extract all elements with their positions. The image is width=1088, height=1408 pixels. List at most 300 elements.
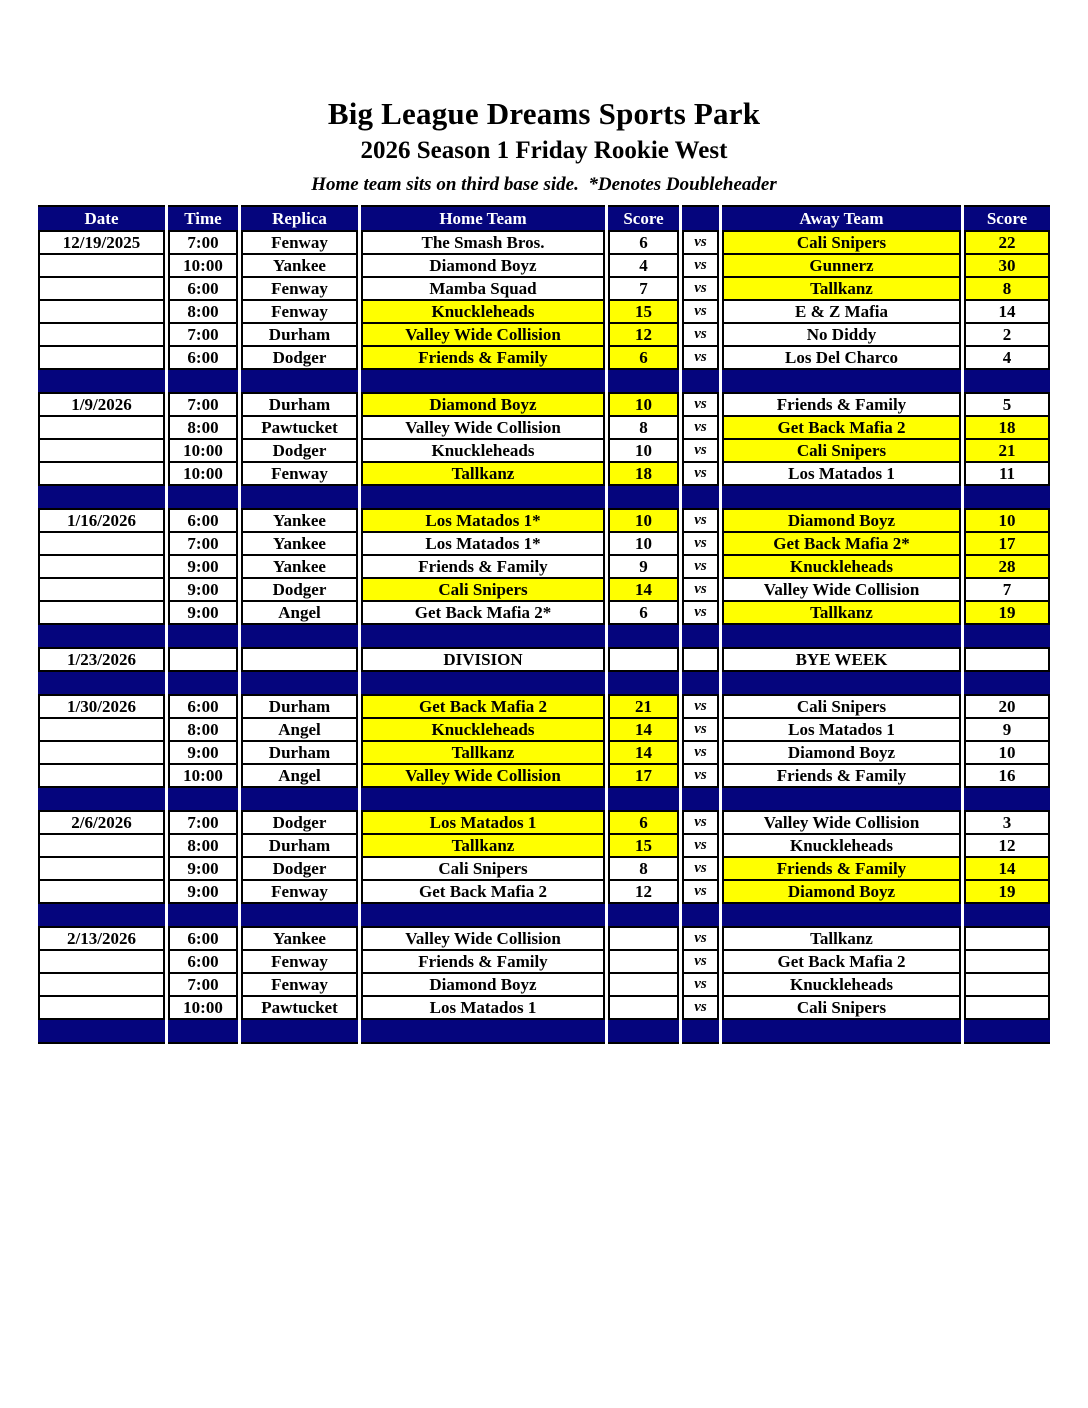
away-team-cell: Knuckleheads (722, 835, 961, 858)
home-team-cell: Diamond Boyz (361, 392, 605, 417)
away-score-cell: 16 (964, 765, 1050, 788)
home-team-cell: Mamba Squad (361, 278, 605, 301)
away-team-cell: Tallkanz (722, 926, 961, 951)
home-score-cell: 10 (608, 440, 679, 463)
date-cell (38, 602, 165, 625)
game-row (38, 440, 1050, 463)
away-score-cell: 14 (964, 301, 1050, 324)
vs-cell: vs (682, 742, 719, 765)
date-cell (38, 301, 165, 324)
away-team-cell: Los Matados 1 (722, 719, 961, 742)
replica-cell: Durham (241, 742, 358, 765)
replica-cell: Fenway (241, 974, 358, 997)
replica-cell: Dodger (241, 347, 358, 370)
game-row (38, 463, 1050, 486)
schedule-table (35, 205, 1053, 1044)
replica-cell: Yankee (241, 508, 358, 533)
vs-cell: vs (682, 719, 719, 742)
game-row (38, 765, 1050, 788)
game-row (38, 533, 1050, 556)
away-team-cell: Valley Wide Collision (722, 579, 961, 602)
separator-cell (361, 1020, 605, 1044)
home-score-cell: 18 (608, 463, 679, 486)
away-team-cell: Los Matados 1 (722, 463, 961, 486)
away-score-cell (964, 997, 1050, 1020)
vs-cell: vs (682, 392, 719, 417)
away-team-cell: Cali Snipers (722, 230, 961, 255)
column-header-time: Time (168, 205, 238, 230)
away-team-cell: Tallkanz (722, 278, 961, 301)
away-team-cell: No Diddy (722, 324, 961, 347)
replica-cell: Angel (241, 719, 358, 742)
game-row (38, 719, 1050, 742)
time-cell: 10:00 (168, 765, 238, 788)
separator-cell (168, 370, 238, 392)
game-row (38, 347, 1050, 370)
home-score-cell (608, 647, 679, 672)
date-cell: 1/16/2026 (38, 508, 165, 533)
vs-cell: vs (682, 324, 719, 347)
game-row (38, 556, 1050, 579)
date-cell (38, 463, 165, 486)
separator-cell (241, 788, 358, 810)
away-score-cell (964, 951, 1050, 974)
separator-cell (361, 788, 605, 810)
away-score-cell: 4 (964, 347, 1050, 370)
away-score-cell: 30 (964, 255, 1050, 278)
column-header-replica: Replica (241, 205, 358, 230)
date-cell (38, 556, 165, 579)
column-header-away-score: Score (964, 205, 1050, 230)
replica-cell: Pawtucket (241, 417, 358, 440)
separator-cell (38, 370, 165, 392)
date-cell: 2/13/2026 (38, 926, 165, 951)
time-cell: 8:00 (168, 417, 238, 440)
separator-cell (964, 904, 1050, 926)
away-team-cell: Cali Snipers (722, 694, 961, 719)
vs-cell: vs (682, 694, 719, 719)
game-row (38, 392, 1050, 417)
game-row (38, 255, 1050, 278)
time-cell: 9:00 (168, 602, 238, 625)
separator-cell (964, 370, 1050, 392)
away-score-cell: 17 (964, 533, 1050, 556)
vs-cell: vs (682, 602, 719, 625)
separator-cell (361, 370, 605, 392)
game-row (38, 810, 1050, 835)
vs-cell: vs (682, 508, 719, 533)
home-team-cell: Los Matados 1* (361, 508, 605, 533)
separator-cell (964, 1020, 1050, 1044)
away-team-cell: Get Back Mafia 2* (722, 533, 961, 556)
game-row (38, 301, 1050, 324)
time-cell: 7:00 (168, 324, 238, 347)
time-cell: 9:00 (168, 556, 238, 579)
away-score-cell: 9 (964, 719, 1050, 742)
separator-cell (168, 904, 238, 926)
home-team-cell: Get Back Mafia 2 (361, 694, 605, 719)
game-row (38, 881, 1050, 904)
time-cell: 10:00 (168, 463, 238, 486)
game-row (38, 926, 1050, 951)
home-score-cell: 15 (608, 835, 679, 858)
page-subtitle: 2026 Season 1 Friday Rookie West (360, 137, 728, 164)
date-cell: 2/6/2026 (38, 810, 165, 835)
home-score-cell: 6 (608, 810, 679, 835)
vs-cell: vs (682, 858, 719, 881)
away-team-cell: Friends & Family (722, 392, 961, 417)
game-row (38, 278, 1050, 301)
separator-row (38, 904, 1050, 926)
separator-cell (361, 672, 605, 694)
time-cell: 7:00 (168, 392, 238, 417)
vs-cell: vs (682, 997, 719, 1020)
home-score-cell: 4 (608, 255, 679, 278)
away-team-cell: Diamond Boyz (722, 881, 961, 904)
separator-row (38, 486, 1050, 508)
date-cell (38, 997, 165, 1020)
column-header-date: Date (38, 205, 165, 230)
game-row (38, 508, 1050, 533)
vs-cell: vs (682, 301, 719, 324)
vs-cell: vs (682, 974, 719, 997)
away-score-cell: 18 (964, 417, 1050, 440)
separator-row (38, 672, 1050, 694)
game-row (38, 951, 1050, 974)
away-team-cell: Get Back Mafia 2 (722, 417, 961, 440)
time-cell (168, 647, 238, 672)
home-team-cell: Friends & Family (361, 556, 605, 579)
away-team-cell: Friends & Family (722, 858, 961, 881)
date-cell (38, 742, 165, 765)
home-team-cell: Diamond Boyz (361, 974, 605, 997)
home-score-cell: 14 (608, 579, 679, 602)
replica-cell: Fenway (241, 301, 358, 324)
away-team-cell: Tallkanz (722, 602, 961, 625)
home-score-cell: 15 (608, 301, 679, 324)
vs-cell: vs (682, 951, 719, 974)
time-cell: 6:00 (168, 926, 238, 951)
vs-cell: vs (682, 417, 719, 440)
separator-cell (361, 625, 605, 647)
replica-cell: Durham (241, 392, 358, 417)
away-team-cell: Los Del Charco (722, 347, 961, 370)
separator-row (38, 1020, 1050, 1044)
replica-cell: Fenway (241, 881, 358, 904)
separator-cell (168, 788, 238, 810)
date-cell (38, 881, 165, 904)
away-team-cell: E & Z Mafia (722, 301, 961, 324)
vs-cell: vs (682, 579, 719, 602)
away-team-cell: Knuckleheads (722, 974, 961, 997)
separator-cell (964, 486, 1050, 508)
game-row (38, 417, 1050, 440)
away-score-cell (964, 926, 1050, 951)
replica-cell: Yankee (241, 926, 358, 951)
time-cell: 9:00 (168, 579, 238, 602)
date-cell (38, 579, 165, 602)
page-note: Home team sits on third base side. *Denotes Doubleheader (311, 174, 777, 195)
home-score-cell (608, 974, 679, 997)
home-score-cell: 14 (608, 742, 679, 765)
home-score-cell: 6 (608, 230, 679, 255)
separator-cell (722, 672, 961, 694)
replica-cell: Yankee (241, 556, 358, 579)
away-score-cell: 5 (964, 392, 1050, 417)
home-score-cell: 6 (608, 347, 679, 370)
separator-cell (722, 788, 961, 810)
home-team-cell: Knuckleheads (361, 719, 605, 742)
replica-cell: Dodger (241, 440, 358, 463)
away-score-cell (964, 974, 1050, 997)
time-cell: 9:00 (168, 858, 238, 881)
separator-cell (38, 625, 165, 647)
date-cell (38, 858, 165, 881)
separator-cell (964, 625, 1050, 647)
separator-cell (38, 788, 165, 810)
replica-cell: Angel (241, 765, 358, 788)
time-cell: 9:00 (168, 881, 238, 904)
away-score-cell: 8 (964, 278, 1050, 301)
home-score-cell: 21 (608, 694, 679, 719)
separator-cell (682, 1020, 719, 1044)
home-score-cell: 12 (608, 881, 679, 904)
replica-cell: Fenway (241, 278, 358, 301)
home-team-cell: Cali Snipers (361, 858, 605, 881)
column-header-vs (682, 205, 719, 230)
separator-cell (682, 788, 719, 810)
replica-cell: Durham (241, 835, 358, 858)
home-score-cell: 17 (608, 765, 679, 788)
date-cell (38, 974, 165, 997)
separator-cell (361, 904, 605, 926)
date-cell: 1/9/2026 (38, 392, 165, 417)
game-row (38, 230, 1050, 255)
separator-cell (38, 904, 165, 926)
separator-cell (722, 370, 961, 392)
replica-cell: Yankee (241, 255, 358, 278)
time-cell: 10:00 (168, 440, 238, 463)
date-cell (38, 533, 165, 556)
away-score-cell: 14 (964, 858, 1050, 881)
home-score-cell: 8 (608, 858, 679, 881)
column-header-away-team: Away Team (722, 205, 961, 230)
separator-cell (38, 672, 165, 694)
away-score-cell: 19 (964, 881, 1050, 904)
replica-cell (241, 647, 358, 672)
date-cell: 1/30/2026 (38, 694, 165, 719)
home-team-cell: Knuckleheads (361, 301, 605, 324)
game-row (38, 602, 1050, 625)
home-team-cell: Tallkanz (361, 742, 605, 765)
separator-cell (608, 370, 679, 392)
time-cell: 10:00 (168, 997, 238, 1020)
away-team-cell: Cali Snipers (722, 440, 961, 463)
home-score-cell: 12 (608, 324, 679, 347)
date-cell: 12/19/2025 (38, 230, 165, 255)
separator-cell (608, 486, 679, 508)
home-team-cell: Cali Snipers (361, 579, 605, 602)
replica-cell: Yankee (241, 533, 358, 556)
away-score-cell: 19 (964, 602, 1050, 625)
separator-cell (241, 904, 358, 926)
home-score-cell: 10 (608, 508, 679, 533)
separator-row (38, 370, 1050, 392)
header-row (38, 205, 1050, 230)
home-team-cell: Los Matados 1 (361, 997, 605, 1020)
date-cell (38, 765, 165, 788)
date-cell (38, 324, 165, 347)
home-team-cell: Friends & Family (361, 347, 605, 370)
vs-cell: vs (682, 440, 719, 463)
home-team-cell: Friends & Family (361, 951, 605, 974)
game-row (38, 324, 1050, 347)
home-team-cell: Valley Wide Collision (361, 324, 605, 347)
game-row (38, 742, 1050, 765)
page-title: Big League Dreams Sports Park (327, 96, 761, 131)
away-team-cell: Get Back Mafia 2 (722, 951, 961, 974)
vs-cell: vs (682, 881, 719, 904)
separator-cell (608, 625, 679, 647)
time-cell: 6:00 (168, 694, 238, 719)
home-team-cell: Diamond Boyz (361, 255, 605, 278)
home-team-cell: Valley Wide Collision (361, 765, 605, 788)
home-score-cell (608, 951, 679, 974)
time-cell: 8:00 (168, 835, 238, 858)
vs-cell: vs (682, 765, 719, 788)
away-score-cell: 3 (964, 810, 1050, 835)
vs-cell: vs (682, 810, 719, 835)
away-score-cell: 21 (964, 440, 1050, 463)
away-team-cell: Cali Snipers (722, 997, 961, 1020)
home-score-cell: 10 (608, 533, 679, 556)
separator-cell (722, 1020, 961, 1044)
away-score-cell: 7 (964, 579, 1050, 602)
separator-cell (241, 370, 358, 392)
home-score-cell: 9 (608, 556, 679, 579)
vs-cell: vs (682, 463, 719, 486)
separator-cell (168, 672, 238, 694)
vs-cell: vs (682, 278, 719, 301)
time-cell: 7:00 (168, 974, 238, 997)
separator-cell (38, 486, 165, 508)
away-score-cell (964, 647, 1050, 672)
date-cell (38, 835, 165, 858)
home-team-cell: Valley Wide Collision (361, 926, 605, 951)
game-row (38, 974, 1050, 997)
game-row (38, 835, 1050, 858)
time-cell: 6:00 (168, 951, 238, 974)
separator-cell (361, 486, 605, 508)
replica-cell: Dodger (241, 858, 358, 881)
vs-cell: vs (682, 255, 719, 278)
separator-cell (722, 904, 961, 926)
separator-cell (608, 1020, 679, 1044)
vs-cell (682, 647, 719, 672)
time-cell: 8:00 (168, 719, 238, 742)
separator-cell (241, 625, 358, 647)
away-team-cell: Diamond Boyz (722, 742, 961, 765)
date-cell (38, 719, 165, 742)
away-score-cell: 10 (964, 508, 1050, 533)
separator-cell (682, 904, 719, 926)
away-score-cell: 11 (964, 463, 1050, 486)
separator-cell (241, 1020, 358, 1044)
home-team-cell: Los Matados 1 (361, 810, 605, 835)
home-team-cell: Get Back Mafia 2* (361, 602, 605, 625)
home-score-cell: 14 (608, 719, 679, 742)
home-score-cell: 7 (608, 278, 679, 301)
game-row (38, 694, 1050, 719)
separator-cell (722, 486, 961, 508)
away-score-cell: 28 (964, 556, 1050, 579)
replica-cell: Durham (241, 324, 358, 347)
away-team-cell: Diamond Boyz (722, 508, 961, 533)
separator-cell (168, 625, 238, 647)
away-score-cell: 12 (964, 835, 1050, 858)
time-cell: 7:00 (168, 810, 238, 835)
separator-cell (241, 672, 358, 694)
vs-cell: vs (682, 926, 719, 951)
game-row (38, 858, 1050, 881)
time-cell: 9:00 (168, 742, 238, 765)
home-team-cell: DIVISION (361, 647, 605, 672)
separator-row (38, 625, 1050, 647)
separator-cell (964, 672, 1050, 694)
date-cell (38, 417, 165, 440)
replica-cell: Angel (241, 602, 358, 625)
replica-cell: Fenway (241, 230, 358, 255)
separator-cell (964, 788, 1050, 810)
away-score-cell: 10 (964, 742, 1050, 765)
away-team-cell: Gunnerz (722, 255, 961, 278)
time-cell: 6:00 (168, 347, 238, 370)
replica-cell: Pawtucket (241, 997, 358, 1020)
column-header-home-score: Score (608, 205, 679, 230)
bye-week-row (38, 647, 1050, 672)
home-score-cell (608, 926, 679, 951)
vs-cell: vs (682, 556, 719, 579)
date-cell (38, 255, 165, 278)
home-score-cell (608, 997, 679, 1020)
time-cell: 7:00 (168, 533, 238, 556)
separator-cell (241, 486, 358, 508)
separator-cell (682, 370, 719, 392)
time-cell: 7:00 (168, 230, 238, 255)
away-team-cell: Valley Wide Collision (722, 810, 961, 835)
time-cell: 8:00 (168, 301, 238, 324)
separator-cell (682, 625, 719, 647)
home-team-cell: Get Back Mafia 2 (361, 881, 605, 904)
date-cell: 1/23/2026 (38, 647, 165, 672)
separator-cell (682, 672, 719, 694)
home-score-cell: 6 (608, 602, 679, 625)
game-row (38, 997, 1050, 1020)
home-team-cell: Valley Wide Collision (361, 417, 605, 440)
away-score-cell: 2 (964, 324, 1050, 347)
separator-cell (682, 486, 719, 508)
vs-cell: vs (682, 230, 719, 255)
separator-cell (168, 486, 238, 508)
separator-cell (608, 788, 679, 810)
separator-row (38, 788, 1050, 810)
time-cell: 6:00 (168, 278, 238, 301)
replica-cell: Dodger (241, 810, 358, 835)
column-header-home-team: Home Team (361, 205, 605, 230)
home-team-cell: The Smash Bros. (361, 230, 605, 255)
separator-cell (722, 625, 961, 647)
replica-cell: Durham (241, 694, 358, 719)
